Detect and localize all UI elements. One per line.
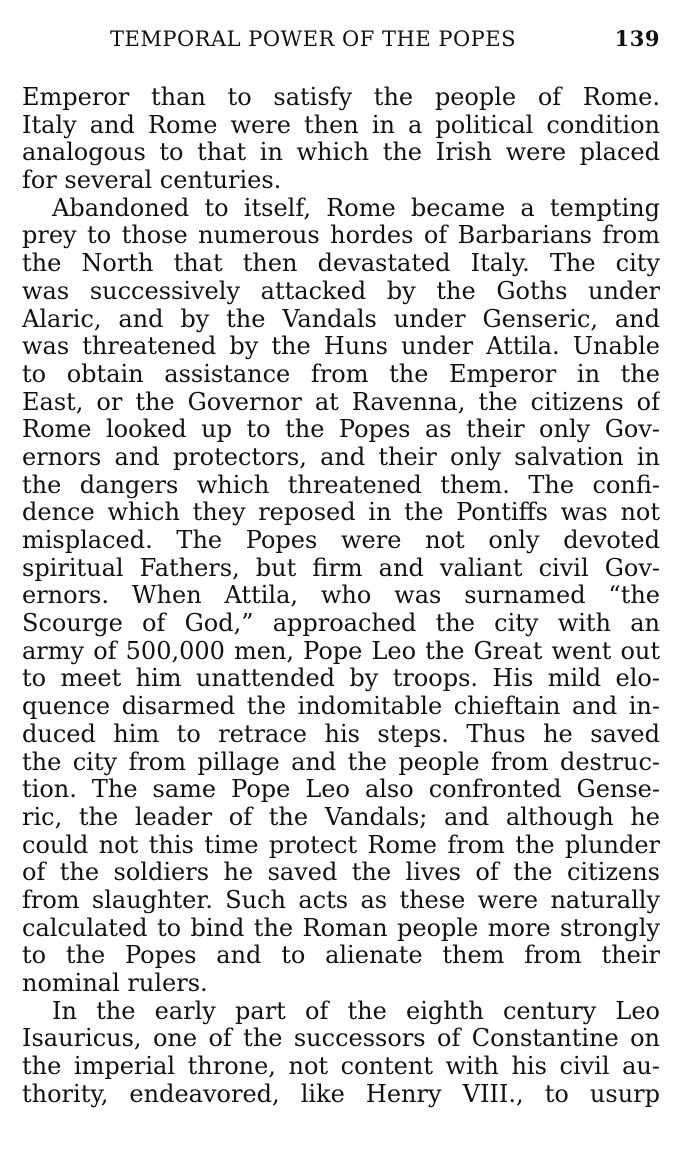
text-line: spiritual Fathers, but firm and valiant civil Gov-	[22, 554, 660, 582]
text-line: Emperor than to satisfy the people of Rome.	[22, 84, 660, 111]
text-line: prey to those numerous hordes of Barbarians from	[22, 222, 660, 250]
text-line: Italy and Rome were then in a political condition	[22, 111, 660, 139]
text-line: dence which they reposed in the Pontiffs was not	[22, 499, 660, 527]
text-line: duced him to retrace his steps. Thus he saved	[22, 720, 660, 748]
paragraph-start-line: In the early part of the eighth century Leo	[52, 997, 660, 1025]
text-line: ernors. When Attila, who was surnamed “the	[22, 582, 660, 610]
running-title: TEMPORAL POWER OF THE POPES	[110, 27, 517, 51]
text-line: the city from pillage and the people from destruc-	[22, 748, 660, 776]
text-line: Rome looked up to the Popes as their only Gov-	[22, 416, 660, 444]
text-line: from slaughter. Such acts as these were naturally	[22, 886, 660, 914]
text-line: to meet him unattended by troops. His mild elo-	[22, 665, 660, 693]
text-line: tion. The same Pope Leo also confronted Gense-	[22, 776, 660, 804]
text-line: the imperial throne, not content with his civil au-	[22, 1053, 660, 1081]
text-line: Alaric, and by the Vandals under Genseric, and	[22, 305, 660, 333]
text-line: quence disarmed the indomitable chieftain and in-	[22, 693, 660, 721]
text-line: to obtain assistance from the Emperor in the	[22, 360, 660, 388]
text-line: Scourge of God,” approached the city with an	[22, 610, 660, 638]
text-line: Isauricus, one of the successors of Constantine on	[22, 1025, 660, 1053]
text-line: the dangers which threatened them. The confi-	[22, 471, 660, 499]
paragraph-start-line: Abandoned to itself, Rome became a tempting	[52, 194, 660, 222]
text-line: misplaced. The Popes were not only devoted	[22, 527, 660, 554]
text-line: East, or the Governor at Ravenna, the citizens of	[22, 388, 660, 416]
text-line: to the Popes and to alienate them from their	[22, 942, 660, 970]
text-line: ernors and protectors, and their only salvation in	[22, 443, 660, 471]
text-line: the North that then devastated Italy. The city	[22, 250, 660, 278]
paragraph-end-line: nominal rulers.	[22, 970, 208, 997]
body-text	[22, 84, 660, 1108]
text-line: was threatened by the Huns under Attila. Unable	[22, 333, 660, 361]
text-line: analogous to that in which the Irish were placed	[22, 139, 660, 167]
text-line: of the soldiers he saved the lives of the citizens	[22, 859, 660, 887]
text-line: could not this time protect Rome from the plunder	[22, 831, 660, 859]
text-line: army of 500,000 men, Pope Leo the Great went out	[22, 637, 660, 665]
running-header	[110, 27, 660, 51]
page-number: 139	[614, 26, 660, 51]
text-line: ric, the leader of the Vandals; and although he	[22, 803, 660, 831]
text-line: thority, endeavored, like Henry VIII., to usurp	[22, 1080, 660, 1108]
text-line: was successively attacked by the Goths under	[22, 277, 660, 305]
paragraph-end-line: for several centuries.	[22, 167, 282, 195]
text-line: calculated to bind the Roman people more strongly	[22, 914, 660, 942]
